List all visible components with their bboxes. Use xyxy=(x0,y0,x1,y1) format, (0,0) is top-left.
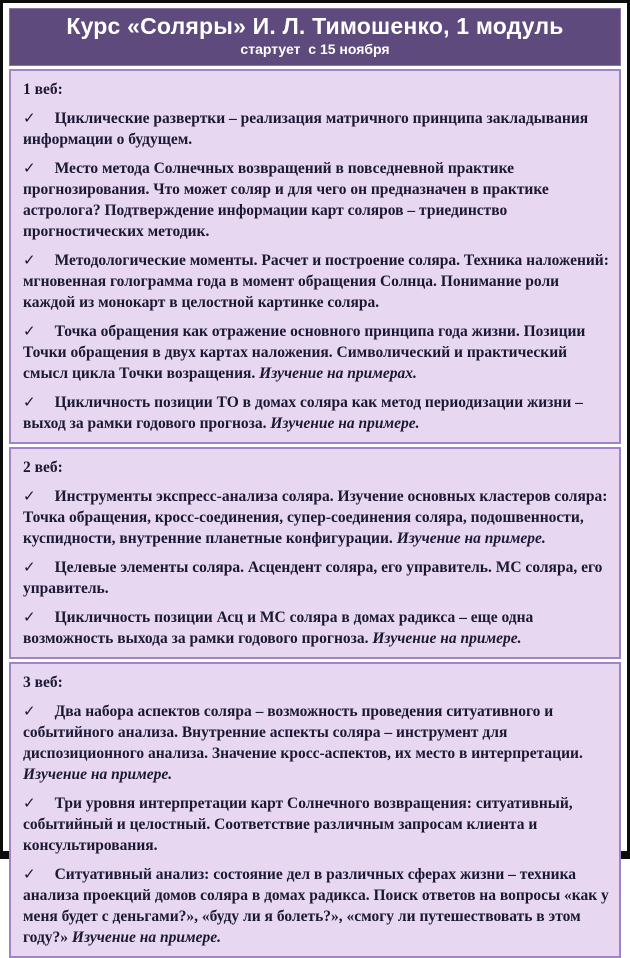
checkmark-icon: ✓ xyxy=(23,322,36,340)
bullet-text: Инструменты экспресс-анализа соляра. Изучение основных кластеров соляра: Точка обращения, кросс-соединения, супер-соединения соляра, подошвенности, куспидности, внутренние планетные конфигурации. xyxy=(23,488,608,547)
checkmark-icon: ✓ xyxy=(23,702,36,720)
bullet-text: Два набора аспектов соляра – возможность проведения ситуативного и событийного анализа. Внутренние аспекты соляра – инструмент для диспозиционного анализа. Значение кросс-аспектов, их место в интерпретации. xyxy=(23,703,583,762)
bullet-item xyxy=(23,864,611,948)
checkmark-icon: ✓ xyxy=(23,109,36,127)
section-label: 3 веб: xyxy=(23,674,63,691)
bullet-item xyxy=(23,250,611,313)
bullet-item xyxy=(23,486,611,549)
bullet-item xyxy=(23,108,611,150)
bullet-text: Цикличность позиции ТО в домах соляра как метод периодизации жизни – выход за рамки годового прогноза. xyxy=(23,394,583,432)
bullet-text: Цикличность позиции Асц и МС соляра в домах радикса – еще одна возможность выхода за рамки годового прогноза. xyxy=(23,609,534,647)
bullet-text: Целевые элементы соляра. Асцендент соляра, его управитель. МС соляра, его управитель. xyxy=(23,559,603,597)
section-label: 1 веб: xyxy=(23,81,63,98)
header xyxy=(9,8,621,66)
section-label: 2 веб: xyxy=(23,459,63,476)
bullet-text-italic: Изучение на примере. xyxy=(372,630,522,647)
bullet-text-italic: Изучение на примере. xyxy=(71,929,222,946)
section-week-3 xyxy=(9,662,621,958)
checkmark-icon: ✓ xyxy=(23,487,36,505)
bullet-text-italic: Изучение на примере. xyxy=(270,415,420,432)
bullet-text: Ситуативный анализ: состояние дел в различных сферах жизни – техника анализа проекций домов соляра в домах радикса. Поиск ответов на вопросы «как у меня будет с деньгами?», «буду ли я болеть?», «смогу ли путешествовать в этом году?» xyxy=(23,866,609,946)
bullet-item xyxy=(23,701,611,785)
start-date: стартует с 15 ноября xyxy=(240,41,390,57)
bullet-text-italic: Изучение на примере. xyxy=(396,530,546,547)
bullet-text: Место метода Солнечных возвращений в повседневной практике прогнозирования. Что может соляр и для чего он предназначен в практике астролога? Подтверждение информации карт соляров – триединство прогностических методик. xyxy=(23,160,549,240)
bullet-item xyxy=(23,557,611,599)
bullet-text: Точка обращения как отражение основного принципа года жизни. Позиции Точки обращения в двух картах наложения. Символический и практический смысл цикла Точки возращения. xyxy=(23,323,586,382)
checkmark-icon: ✓ xyxy=(23,608,36,626)
bullet-text: Методологические моменты. Расчет и построение соляра. Техника наложений: мгновенная голограмма года в момент обращения Солнца. Понимание роли каждой из монокарт в целостной картинке соляра. xyxy=(23,252,609,311)
bullet-item xyxy=(23,321,611,384)
bullet-text-italic: Изучение на примере. xyxy=(23,766,173,783)
bullet-item xyxy=(23,392,611,434)
bullet-text: Циклические развертки – реализация матричного принципа закладывания информации о будущем. xyxy=(23,110,589,148)
checkmark-icon: ✓ xyxy=(23,794,36,812)
checkmark-icon: ✓ xyxy=(23,558,36,576)
checkmark-icon: ✓ xyxy=(23,865,36,883)
bullet-text-italic: Изучение на примерах. xyxy=(259,365,417,382)
checkmark-icon: ✓ xyxy=(23,393,36,411)
bullet-item xyxy=(23,793,611,856)
bullet-text: Три уровня интерпретации карт Солнечного возвращения: ситуативный, событийный и целостный. Соответствие различным запросам клиента и консультирования. xyxy=(23,795,573,854)
page-title: Курс «Соляры» И. Л. Тимошенко, 1 модуль xyxy=(66,13,564,39)
section-week-2 xyxy=(9,447,621,659)
bullet-item xyxy=(23,607,611,649)
checkmark-icon: ✓ xyxy=(23,159,36,177)
section-week-1 xyxy=(9,69,621,444)
checkmark-icon: ✓ xyxy=(23,251,36,269)
bullet-item xyxy=(23,158,611,242)
